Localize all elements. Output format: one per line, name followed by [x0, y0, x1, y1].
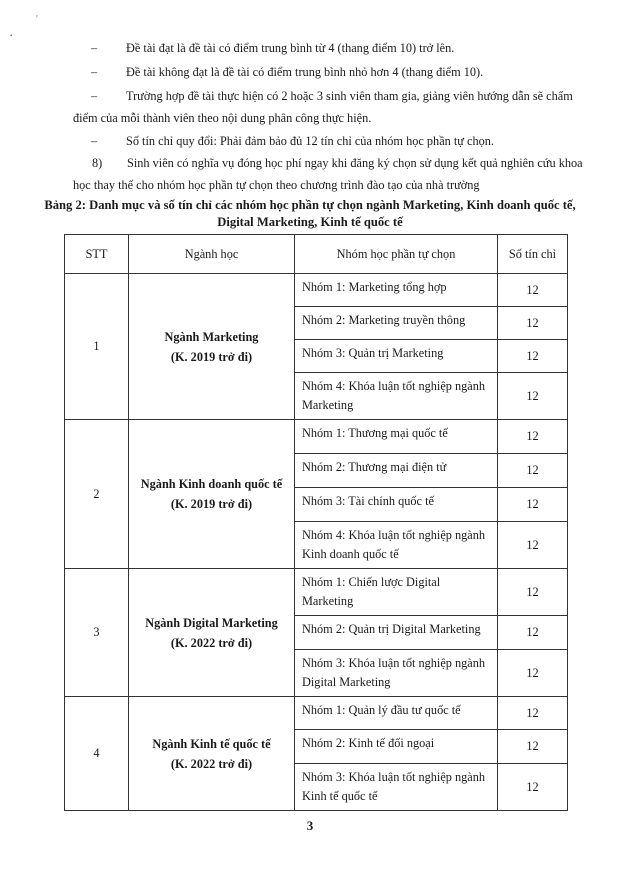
list-marker: – — [91, 65, 98, 79]
scan-speck: ' — [36, 14, 38, 25]
stt-cell: 2 — [65, 420, 129, 569]
credits-cell: 12 — [498, 274, 568, 307]
major-cohort: (K. 2022 trở đi) — [170, 756, 253, 771]
header-credits: Số tín chỉ — [498, 235, 568, 274]
credits-cell: 12 — [498, 569, 568, 616]
major-cell — [129, 697, 295, 811]
paragraph-text: Đề tài đạt là đề tài có điểm trung bình từ 4 (thang điểm 10) trở lên. — [126, 41, 455, 55]
group-cell: Nhóm 1: Quản lý đầu tư quốc tế — [295, 697, 498, 730]
group-cell: Nhóm 2: Marketing truyền thông — [295, 307, 498, 340]
paragraph-continuation: học thay thế cho nhóm học phần tự chọn theo chương trình đào tạo của nhà trường — [73, 178, 480, 192]
group-cell: Nhóm 3: Tài chính quốc tế — [295, 488, 498, 522]
paragraph-text: Đề tài không đạt là đề tài có điểm trung bình nhỏ hơn 4 (thang điểm 10). — [126, 65, 484, 79]
major-cohort: (K. 2019 trở đi) — [170, 349, 253, 364]
credits-cell: 12 — [498, 373, 568, 420]
major-cell — [129, 569, 295, 697]
list-marker: 8) — [92, 156, 103, 170]
group-cell: Nhóm 4: Khóa luận tốt nghiệp ngành Kinh doanh quốc tế — [295, 522, 498, 569]
table-row — [65, 697, 568, 730]
credits-cell: 12 — [498, 454, 568, 488]
credits-cell: 12 — [498, 616, 568, 650]
group-cell: Nhóm 1: Marketing tổng hợp — [295, 274, 498, 307]
major-cell — [129, 420, 295, 569]
group-cell: Nhóm 2: Quản trị Digital Marketing — [295, 616, 498, 650]
paragraph-text: Sinh viên có nghĩa vụ đóng học phí ngay khi đăng ký chọn sử dụng kết quả nghiên cứu khoa — [127, 156, 583, 170]
credits-cell: 12 — [498, 650, 568, 697]
credits-cell: 12 — [498, 764, 568, 811]
group-cell: Nhóm 3: Khóa luận tốt nghiệp ngành Digital Marketing — [295, 650, 498, 697]
credits-cell: 12 — [498, 730, 568, 764]
header-major: Ngành học — [129, 235, 295, 274]
credits-cell: 12 — [498, 522, 568, 569]
stt-cell: 3 — [65, 569, 129, 697]
credits-cell: 12 — [498, 340, 568, 373]
table-row — [65, 420, 568, 454]
table-row — [65, 569, 568, 616]
group-cell: Nhóm 3: Khóa luận tốt nghiệp ngành Kinh tế quốc tế — [295, 764, 498, 811]
group-cell: Nhóm 2: Kinh tế đối ngoại — [295, 730, 498, 764]
group-cell: Nhóm 2: Thương mại điện tử — [295, 454, 498, 488]
table-row — [65, 274, 568, 307]
major-name: Ngành Kinh tế quốc tế — [152, 736, 271, 751]
header-stt: STT — [65, 235, 129, 274]
group-cell: Nhóm 1: Thương mại quốc tế — [295, 420, 498, 454]
credits-cell: 12 — [498, 307, 568, 340]
major-cell — [129, 274, 295, 420]
list-marker: – — [91, 134, 98, 148]
credits-cell: 12 — [498, 488, 568, 522]
paragraph-text: Số tín chỉ quy đổi: Phải đảm bảo đủ 12 tín chỉ của nhóm học phần tự chọn. — [126, 134, 495, 148]
table-caption-continuation: Digital Marketing, Kinh tế quốc tế — [217, 215, 403, 229]
scan-speck: • — [10, 32, 13, 40]
group-cell: Nhóm 4: Khóa luận tốt nghiệp ngành Marketing — [295, 373, 498, 420]
major-name: Ngành Marketing — [164, 329, 259, 344]
stt-cell: 4 — [65, 697, 129, 811]
paragraph-text: Trường hợp đề tài thực hiện có 2 hoặc 3 sinh viên tham gia, giảng viên hướng dẫn sẽ chấm — [126, 89, 573, 103]
major-name: Ngành Digital Marketing — [145, 615, 278, 630]
list-marker: – — [91, 41, 98, 55]
list-marker: – — [91, 89, 98, 103]
major-cohort: (K. 2019 trở đi) — [170, 497, 253, 511]
header-group: Nhóm học phần tự chọn — [295, 235, 498, 274]
group-cell: Nhóm 1: Chiến lược Digital Marketing — [295, 569, 498, 616]
credits-table — [64, 234, 568, 811]
page-number: 3 — [306, 818, 314, 833]
stt-cell: 1 — [65, 274, 129, 420]
paragraph-continuation: điểm của mỗi thành viên theo nội dung phân công thực hiện. — [73, 111, 372, 125]
major-name: Ngành Kinh doanh quốc tế — [140, 477, 283, 491]
major-cohort: (K. 2022 trở đi) — [170, 635, 253, 650]
table-caption: Bảng 2: Danh mục và số tín chỉ các nhóm học phần tự chọn ngành Marketing, Kinh doanh quốc tế, — [44, 198, 576, 212]
credits-cell: 12 — [498, 420, 568, 454]
table-header-row — [65, 235, 568, 274]
credits-cell: 12 — [498, 697, 568, 730]
group-cell: Nhóm 3: Quản trị Marketing — [295, 340, 498, 373]
